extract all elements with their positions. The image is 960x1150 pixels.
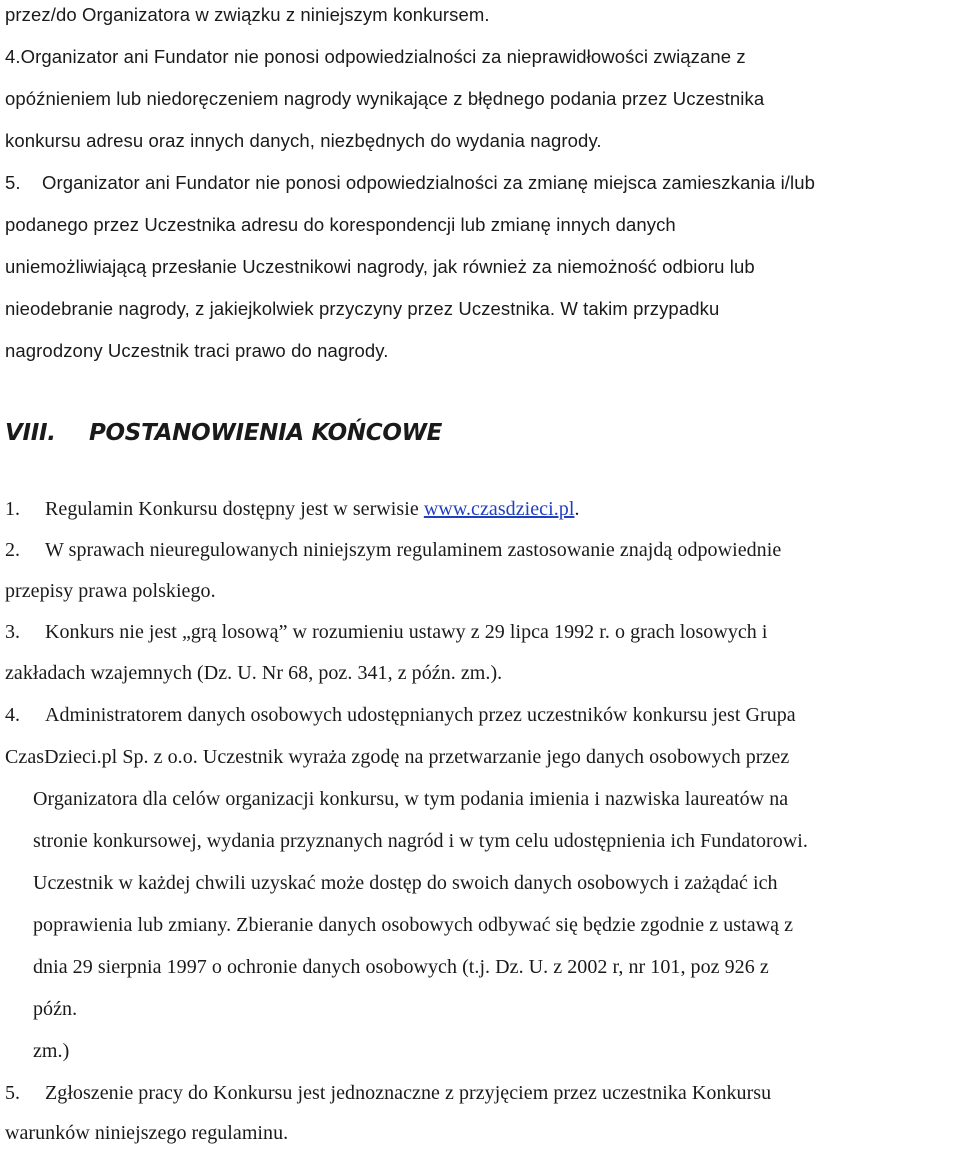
text-line: dnia 29 sierpnia 1997 o ochronie danych osobowych (t.j. Dz. U. z 2002 r, nr 101, poz 926 z bbox=[33, 956, 769, 978]
text-line: stronie konkursowej, wydania przyznanych nagród i w tym celu udostępnienia ich Fundatorowi. bbox=[33, 830, 808, 852]
text-line: 4.Organizator ani Fundator nie ponosi odpowiedzialności za nieprawidłowości związane z bbox=[5, 46, 746, 67]
text-line: Uczestnik w każdej chwili uzyskać może dostęp do swoich danych osobowych i zażądać ich bbox=[33, 872, 778, 894]
text-line: Organizatora dla celów organizacji konkursu, w tym podania imienia i nazwiska laureatów na bbox=[33, 788, 789, 810]
text-line: nieodebranie nagrody, z jakiejkolwiek przyczyny przez Uczestnika. W takim przypadku bbox=[5, 298, 720, 319]
list-number: 5. bbox=[5, 1082, 21, 1104]
text-line: przepisy prawa polskiego. bbox=[5, 580, 216, 602]
list-number: 2. bbox=[5, 539, 21, 561]
text-line: zakładach wzajemnych (Dz. U. Nr 68, poz. 341, z późn. zm.). bbox=[5, 662, 503, 684]
text-segment: Administratorem danych osobowych udostępnianych przez uczestników konkursu jest Grupa bbox=[45, 704, 796, 726]
text-line: warunków niniejszego regulaminu. bbox=[5, 1122, 289, 1144]
list-item-3 bbox=[5, 619, 768, 645]
text-segment: Konkurs nie jest „grą losową” w rozumieniu ustawy z 29 lipca 1992 r. o grach losowych i bbox=[45, 621, 768, 643]
text-segment: Regulamin Konkursu dostępny jest w serwisie bbox=[45, 498, 424, 520]
text-line: opóźnieniem lub niedoręczeniem nagrody wynikające z błędnego podania przez Uczestnika bbox=[5, 88, 765, 109]
list-number: 4. bbox=[5, 704, 21, 726]
website-link[interactable]: www.czasdzieci.pl bbox=[423, 498, 575, 520]
text-segment: . bbox=[574, 498, 580, 520]
text-segment: Zgłoszenie pracy do Konkursu jest jednoznaczne z przyjęciem przez uczestnika Konkursu bbox=[45, 1082, 772, 1104]
section-number: VIII. bbox=[5, 420, 56, 446]
text-line: nagrodzony Uczestnik traci prawo do nagrody. bbox=[5, 340, 389, 361]
list-item-5 bbox=[5, 1080, 771, 1106]
text-line: przez/do Organizatora w związku z niniejszym konkursem. bbox=[5, 4, 490, 25]
text-line: podanego przez Uczestnika adresu do korespondencji lub zmianę innych danych bbox=[5, 214, 676, 235]
list-number: 5. bbox=[5, 172, 21, 193]
list-item-1 bbox=[5, 496, 580, 522]
text-line: późn. bbox=[33, 998, 78, 1020]
text-line: poprawienia lub zmiany. Zbieranie danych osobowych odbywać się będzie zgodnie z ustawą z bbox=[33, 914, 794, 936]
text-segment: Organizator ani Fundator nie ponosi odpowiedzialności za zmianę miejsca zamieszkania i/lub bbox=[42, 172, 816, 193]
list-number: 3. bbox=[5, 621, 21, 643]
list-item-2 bbox=[5, 537, 781, 563]
paragraph-5-line bbox=[5, 170, 815, 196]
list-item-4 bbox=[5, 702, 796, 728]
text-line: uniemożliwiającą przesłanie Uczestnikowi nagrody, jak również za niemożność odbioru lub bbox=[5, 256, 755, 277]
section-heading bbox=[5, 420, 442, 446]
text-line: konkursu adresu oraz innych danych, niezbędnych do wydania nagrody. bbox=[5, 130, 602, 151]
text-segment: W sprawach nieuregulowanych niniejszym regulaminem zastosowanie znajdą odpowiednie bbox=[45, 539, 782, 561]
text-line: CzasDzieci.pl Sp. z o.o. Uczestnik wyraża zgodę na przetwarzanie jego danych osobowych przez bbox=[5, 746, 790, 768]
list-number: 1. bbox=[5, 498, 21, 520]
text-line: zm.) bbox=[33, 1040, 70, 1062]
section-title: POSTANOWIENIA KOŃCOWE bbox=[89, 420, 443, 446]
